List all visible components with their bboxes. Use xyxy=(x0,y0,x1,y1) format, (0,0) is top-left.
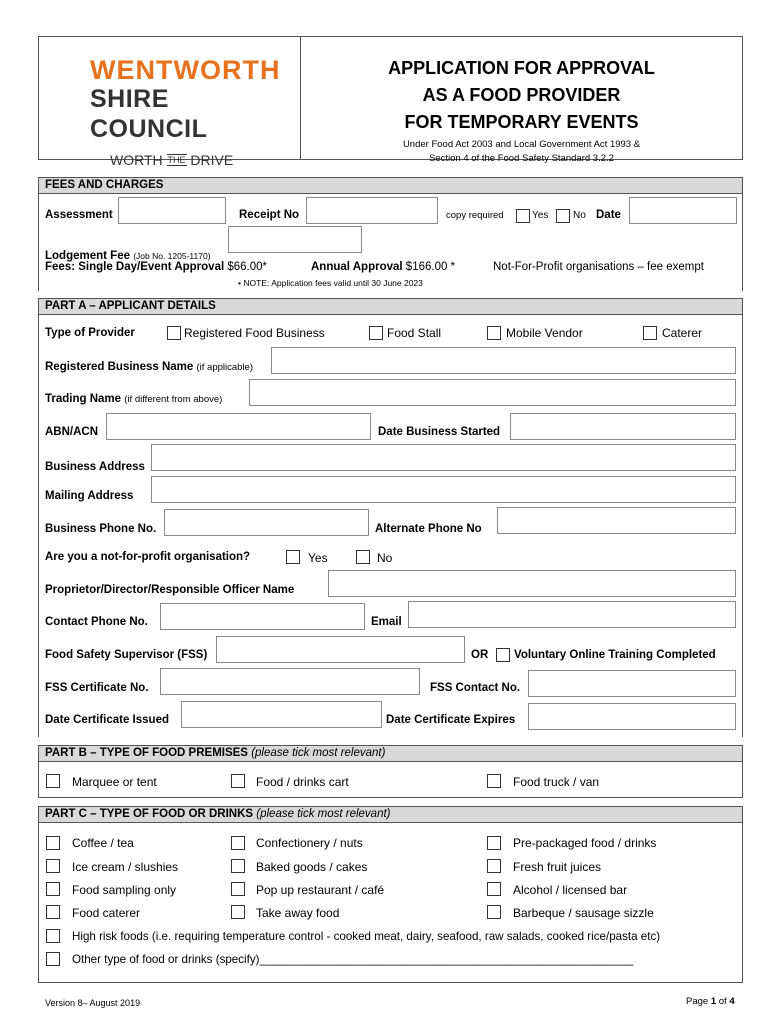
fresh-juice-checkbox[interactable] xyxy=(487,859,501,873)
fss-contact-input[interactable] xyxy=(528,670,736,697)
page-of: of xyxy=(718,996,727,1007)
fees-header-text: FEES AND CHARGES xyxy=(45,179,164,191)
fees-line xyxy=(45,261,267,273)
ice-cream-checkbox[interactable] xyxy=(46,859,60,873)
caterer-checkbox[interactable] xyxy=(643,326,657,340)
caterer-label: Caterer xyxy=(662,326,703,340)
fss-cert-label: FSS Certificate No. xyxy=(45,682,149,694)
confectionery-label: Confectionery / nuts xyxy=(256,836,363,850)
copy-no-label: No xyxy=(573,210,586,221)
fss-label: Food Safety Supervisor (FSS) xyxy=(45,649,208,661)
reg-name-note: (if applicable) xyxy=(196,362,253,373)
business-phone-input[interactable] xyxy=(164,509,369,536)
ice-cream-label: Ice cream / slushies xyxy=(72,860,179,874)
food-truck-checkbox[interactable] xyxy=(487,774,501,788)
other-food-checkbox[interactable] xyxy=(46,952,60,966)
other-food-label: Other type of food or drinks (specify)__________________________________________________________ xyxy=(72,953,634,966)
copy-no-checkbox[interactable] xyxy=(556,209,570,223)
mailing-address-input[interactable] xyxy=(151,476,736,503)
nfp-no-label: No xyxy=(377,551,393,565)
part-b-header-text: PART B – TYPE OF FOOD PREMISES xyxy=(45,747,248,759)
pop-up-restaurant-checkbox[interactable] xyxy=(231,882,245,896)
alt-phone-label: Alternate Phone No xyxy=(375,523,482,535)
coffee-label: Coffee / tea xyxy=(72,836,134,850)
tagline-the: THE xyxy=(167,155,186,165)
contact-phone-input[interactable] xyxy=(160,603,365,630)
business-address-input[interactable] xyxy=(151,444,736,471)
fss-contact-label: FSS Contact No. xyxy=(430,682,521,694)
date-expires-label: Date Certificate Expires xyxy=(386,714,516,726)
pop-up-restaurant-label: Pop up restaurant / café xyxy=(256,883,385,897)
fss-input[interactable] xyxy=(216,636,465,663)
part-c-header-note: (please tick most relevant) xyxy=(256,808,391,820)
mobile-vendor-label: Mobile Vendor xyxy=(506,326,583,340)
receipt-input[interactable] xyxy=(306,197,438,224)
baked-goods-checkbox[interactable] xyxy=(231,859,245,873)
page-current: 1 xyxy=(710,996,717,1007)
abn-input[interactable] xyxy=(106,413,371,440)
food-sampling-checkbox[interactable] xyxy=(46,882,60,896)
registered-business-name-input[interactable] xyxy=(271,347,736,374)
trading-name-text: Trading Name xyxy=(45,393,122,405)
page-total: 4 xyxy=(729,996,735,1007)
take-away-checkbox[interactable] xyxy=(231,905,245,919)
registered-food-business-label: Registered Food Business xyxy=(184,326,325,340)
copy-yes-label: Yes xyxy=(532,210,549,221)
title-sub1: Under Food Act 2003 and Local Government Act 1993 & xyxy=(402,139,641,150)
page-number xyxy=(686,996,735,1007)
tagline-drive: DRIVE xyxy=(190,152,234,168)
part-c-header-text: PART C – TYPE OF FOOD OR DRINKS xyxy=(45,808,254,820)
receipt-input-2[interactable] xyxy=(228,226,362,253)
or-label: OR xyxy=(471,649,489,661)
food-truck-label: Food truck / van xyxy=(513,775,600,789)
barbeque-checkbox[interactable] xyxy=(487,905,501,919)
date-expires-input[interactable] xyxy=(528,703,736,730)
part-a-header-text: PART A – APPLICANT DETAILS xyxy=(45,300,216,312)
receipt-label: Receipt No xyxy=(239,209,300,221)
tagline-worth: WORTH xyxy=(110,152,163,168)
voluntary-training-checkbox[interactable] xyxy=(496,648,510,662)
fees-date-label: Date xyxy=(596,209,621,221)
part-b-header xyxy=(38,745,743,762)
high-risk-label: High risk foods (i.e. requiring temperature control - cooked meat, dairy, seafood, raw salads, cooked rice/pasta etc) xyxy=(72,930,661,943)
single-approval-amount: $66.00* xyxy=(227,261,268,273)
part-a-header xyxy=(38,298,743,315)
nfp-yes-checkbox[interactable] xyxy=(286,550,300,564)
food-sampling-label: Food sampling only xyxy=(72,883,177,897)
high-risk-checkbox[interactable] xyxy=(46,929,60,943)
food-stall-checkbox[interactable] xyxy=(369,326,383,340)
barbeque-label: Barbeque / sausage sizzle xyxy=(513,906,654,920)
fss-cert-input[interactable] xyxy=(160,668,420,695)
alcohol-label: Alcohol / licensed bar xyxy=(513,883,628,897)
nfp-exempt: Not-For-Profit organisations – fee exempt xyxy=(493,261,704,273)
email-label: Email xyxy=(371,616,402,628)
title-line2: AS A FOOD PROVIDER xyxy=(422,85,621,105)
trading-name-label xyxy=(45,393,222,405)
title-sub2: Section 4 of the Food Safety Standard 3.2.2 xyxy=(429,153,614,164)
trading-name-input[interactable] xyxy=(249,379,736,406)
nfp-yes-label: Yes xyxy=(308,551,328,565)
fees-date-input[interactable] xyxy=(629,197,737,224)
food-caterer-checkbox[interactable] xyxy=(46,905,60,919)
assessment-input[interactable] xyxy=(118,197,226,224)
annual-approval-amount: $166.00 * xyxy=(405,261,456,273)
baked-goods-label: Baked goods / cakes xyxy=(256,860,368,874)
page-word: Page xyxy=(686,996,709,1007)
email-input[interactable] xyxy=(408,601,736,628)
lodgement-text: Lodgement Fee xyxy=(45,250,130,262)
pre-packaged-checkbox[interactable] xyxy=(487,836,501,850)
confectionery-checkbox[interactable] xyxy=(231,836,245,850)
marquee-checkbox[interactable] xyxy=(46,774,60,788)
coffee-checkbox[interactable] xyxy=(46,836,60,850)
abn-label: ABN/ACN xyxy=(45,426,99,438)
registered-food-business-checkbox[interactable] xyxy=(167,326,181,340)
food-stall-label: Food Stall xyxy=(387,326,442,340)
food-caterer-label: Food caterer xyxy=(72,906,141,920)
logo-line2: SHIRE COUNCIL xyxy=(90,85,208,143)
proprietor-label: Proprietor/Director/Responsible Officer Name xyxy=(45,584,295,596)
title-line1: APPLICATION FOR APPROVAL xyxy=(388,58,655,78)
single-approval-label: Fees: Single Day/Event Approval xyxy=(45,261,225,273)
proprietor-input[interactable] xyxy=(328,570,736,597)
food-cart-label: Food / drinks cart xyxy=(256,775,349,789)
logo-tagline xyxy=(110,152,260,168)
date-started-input[interactable] xyxy=(510,413,736,440)
mailing-address-label: Mailing Address xyxy=(45,490,134,502)
take-away-label: Take away food xyxy=(256,906,340,920)
annual-approval-label: Annual Approval xyxy=(311,261,403,273)
date-started-label: Date Business Started xyxy=(378,426,501,438)
pre-packaged-label: Pre-packaged food / drinks xyxy=(513,836,657,850)
reg-name-text: Registered Business Name xyxy=(45,361,194,373)
part-b-header-note: (please tick most relevant) xyxy=(251,747,386,759)
logo-line1: WENTWORTH xyxy=(90,55,281,85)
title-line3: FOR TEMPORARY EVENTS xyxy=(404,112,639,132)
type-of-provider-label: Type of Provider xyxy=(45,327,135,339)
assessment-label: Assessment xyxy=(45,209,113,221)
page-title xyxy=(300,55,743,166)
alcohol-checkbox[interactable] xyxy=(487,882,501,896)
voluntary-training-label: Voluntary Online Training Completed xyxy=(514,649,716,661)
copy-required-label: copy required xyxy=(446,210,504,221)
mobile-vendor-checkbox[interactable] xyxy=(487,326,501,340)
business-phone-label: Business Phone No. xyxy=(45,523,157,535)
nfp-question-label: Are you a not-for-profit organisation? xyxy=(45,551,251,563)
version-label: Version 8– August 2019 xyxy=(45,998,141,1008)
contact-phone-label: Contact Phone No. xyxy=(45,616,148,628)
nfp-no-checkbox[interactable] xyxy=(356,550,370,564)
fees-header xyxy=(38,177,743,194)
council-logo xyxy=(90,55,281,168)
alt-phone-input[interactable] xyxy=(497,507,736,534)
fees-note: • NOTE: Application fees valid until 30 June 2023 xyxy=(238,278,423,288)
date-issued-input[interactable] xyxy=(181,701,382,728)
job-number: (Job No. 1205-1170) xyxy=(133,251,211,261)
part-c-header xyxy=(38,806,743,823)
marquee-label: Marquee or tent xyxy=(72,775,157,789)
copy-yes-checkbox[interactable] xyxy=(516,209,530,223)
fresh-juice-label: Fresh fruit juices xyxy=(513,860,602,874)
food-cart-checkbox[interactable] xyxy=(231,774,245,788)
date-issued-label: Date Certificate Issued xyxy=(45,714,169,726)
business-address-label: Business Address xyxy=(45,461,145,473)
annual-line xyxy=(311,261,455,273)
trading-name-note: (if different from above) xyxy=(124,394,223,405)
registered-business-name-label xyxy=(45,361,253,373)
